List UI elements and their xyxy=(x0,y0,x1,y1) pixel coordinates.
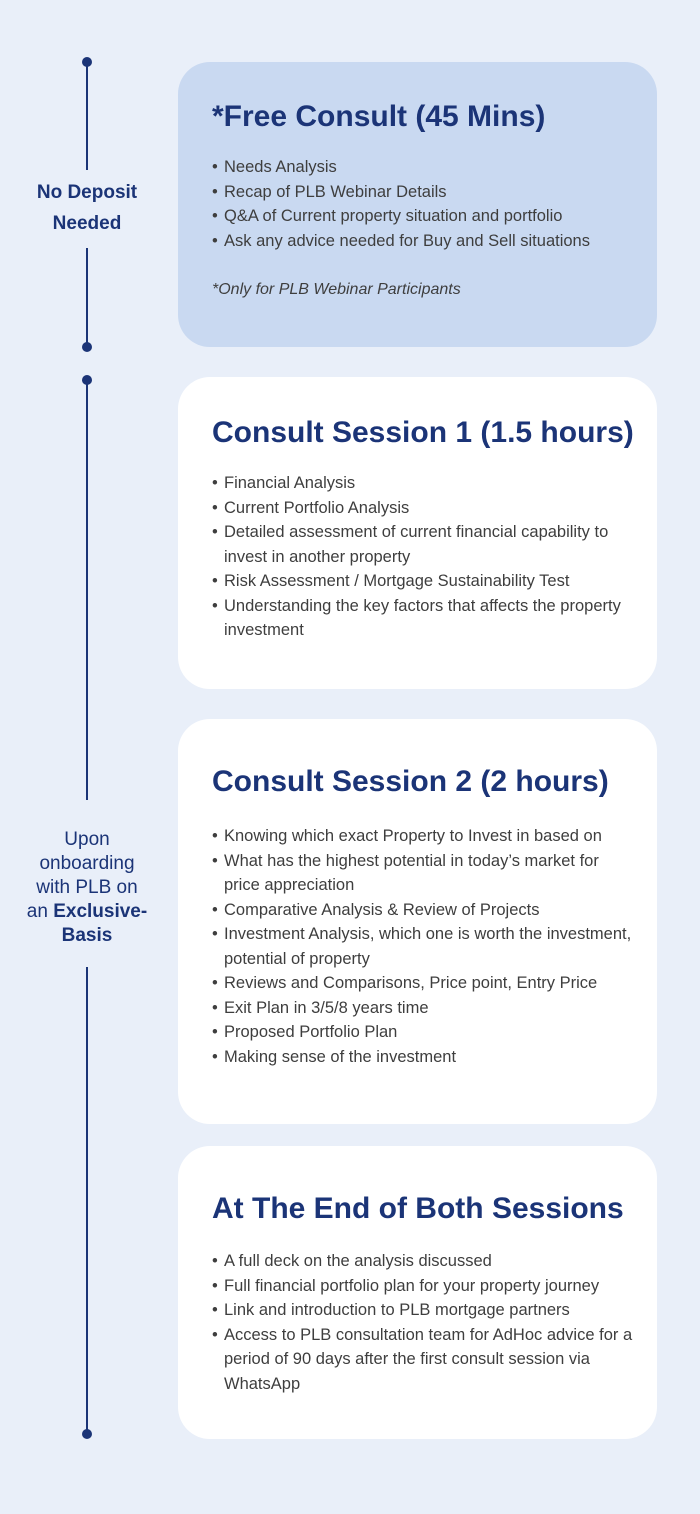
onboarding-line-4 xyxy=(6,900,168,924)
timeline-line xyxy=(86,967,88,1431)
list-item: • Reviews and Comparisons, Price point, Entry Price xyxy=(212,971,637,996)
list-item: • Proposed Portfolio Plan xyxy=(212,1020,637,1045)
list-item: • Link and introduction to PLB mortgage partners xyxy=(212,1298,637,1323)
list-item: • A full deck on the analysis discussed xyxy=(212,1249,637,1274)
timeline-line xyxy=(86,380,88,800)
card-free-consult xyxy=(178,62,657,347)
list-item: • What has the highest potential in today’s market for price appreciation xyxy=(212,849,637,898)
onboarding-prefix: an xyxy=(26,901,48,922)
timeline-dot-bottom xyxy=(82,1429,92,1439)
list-item: • Ask any advice needed for Buy and Sell situations xyxy=(212,229,637,254)
list-item: • Current Portfolio Analysis xyxy=(212,496,637,521)
card-bullet-list xyxy=(212,824,637,1069)
list-item: • Understanding the key factors that affects the property investment xyxy=(212,594,637,643)
list-item: • Comparative Analysis & Review of Projects xyxy=(212,898,637,923)
card-bullet-list xyxy=(212,1249,637,1396)
card-title: *Free Consult (45 Mins) xyxy=(212,100,546,133)
list-item: • Recap of PLB Webinar Details xyxy=(212,180,637,205)
list-item: • Needs Analysis xyxy=(212,155,637,180)
list-item: • Knowing which exact Property to Invest in based on xyxy=(212,824,637,849)
card-title: At The End of Both Sessions xyxy=(212,1192,624,1225)
card-consult-session-1 xyxy=(178,377,657,689)
timeline-label-no-deposit xyxy=(18,177,156,239)
card-title: Consult Session 1 (1.5 hours) xyxy=(212,416,634,449)
list-item: • Investment Analysis, which one is worth the investment, potential of property xyxy=(212,922,637,971)
card-consult-session-2 xyxy=(178,719,657,1124)
basis-text: Basis xyxy=(61,925,113,946)
card-title: Consult Session 2 (2 hours) xyxy=(212,765,609,798)
card-bullet-list xyxy=(212,155,637,253)
exclusive-text: Exclusive- xyxy=(53,901,148,922)
list-item: • Detailed assessment of current financial capability to invest in another property xyxy=(212,520,637,569)
list-item: • Access to PLB consultation team for AdHoc advice for a period of 90 days after the first consult session via WhatsApp xyxy=(212,1323,637,1397)
list-item: • Financial Analysis xyxy=(212,471,637,496)
card-bullet-list xyxy=(212,471,637,643)
onboarding-line-2: onboarding xyxy=(39,853,135,874)
list-item: • Q&A of Current property situation and portfolio xyxy=(212,204,637,229)
list-item: • Exit Plan in 3/5/8 years time xyxy=(212,996,637,1021)
card-end-of-sessions xyxy=(178,1146,657,1439)
list-item: • Making sense of the investment xyxy=(212,1045,637,1070)
list-item: • Risk Assessment / Mortgage Sustainability Test xyxy=(212,569,637,594)
timeline-dot xyxy=(82,342,92,352)
timeline-line xyxy=(86,248,88,346)
list-item: • Full financial portfolio plan for your property journey xyxy=(212,1274,637,1299)
onboarding-line-3: with PLB on xyxy=(36,877,138,898)
timeline-label-onboarding xyxy=(6,828,168,948)
onboarding-line-5 xyxy=(6,924,168,948)
onboarding-line-1: Upon xyxy=(64,829,110,850)
timeline-line xyxy=(86,62,88,170)
webinar-note: *Only for PLB Webinar Participants xyxy=(212,281,461,298)
no-deposit-text: No Deposit Needed xyxy=(36,182,138,234)
